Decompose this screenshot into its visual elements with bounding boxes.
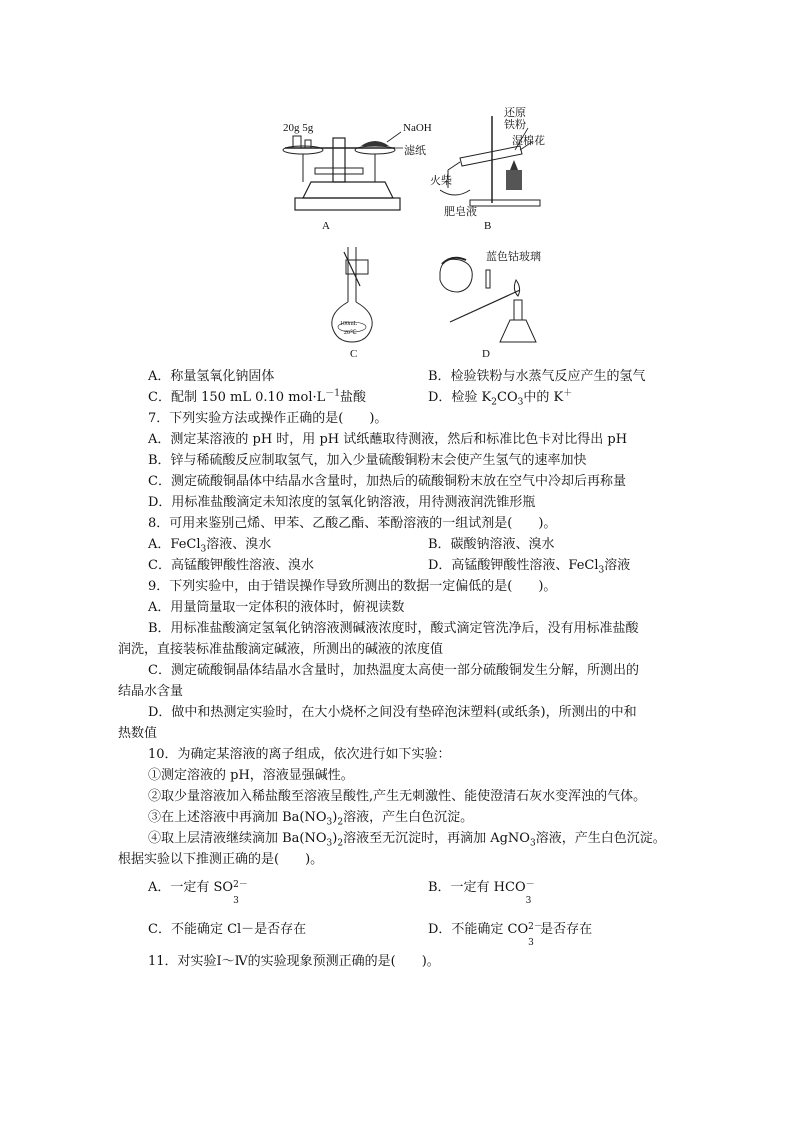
q9-option-b-line2: 润洗，直接装标准盐酸滴定碱液，所测出的碱液的浓度值 — [118, 642, 444, 657]
q8-option-c: C．高锰酸钾酸性溶液、溴水 — [148, 558, 314, 573]
q6-option-c: C．配制 150 mL 0.10 $mol\cdot L^{-1}$盐酸 — [148, 388, 367, 405]
figure-b-iron-1: 还原 — [504, 107, 526, 119]
figure-a-naoh: NaOH — [403, 122, 432, 134]
figure-d-cobalt-glass: 蓝色钴玻璃 — [486, 251, 541, 263]
q10-step-2: ②取少量溶液加入稀盐酸至溶液呈酸性,产生无刺激性、能使澄清石灰水变浑浊的气体。 — [148, 789, 647, 804]
q8-option-b: B．碳酸钠溶液、溴水 — [428, 537, 555, 552]
figure-a-filter-paper: 滤纸 — [404, 145, 426, 157]
q8-stem: 8．可用来鉴别己烯、甲苯、乙酸乙酯、苯酚溶液的一组试剂是( )。 — [148, 516, 557, 531]
q10-option-d: D．不能确定 CO 2－ 3 是否存在 — [428, 922, 593, 948]
figure-b-match: 火柴 — [430, 175, 452, 187]
figure-d-flame-test — [430, 252, 550, 347]
q10-step-4: ④取上层清液继续滴加 $Ba(NO_3)_2$溶液至无沉淀时，再滴加 AgNO$_3$溶液，产生白色沉淀。 — [148, 831, 666, 849]
q10-conclusion: 根据实验以下推测正确的是( )。 — [118, 852, 324, 867]
q7-stem: 7．下列实验方法或操作正确的是( )。 — [148, 411, 388, 426]
q9-option-d-line1: D．做中和热测定实验时，在大小烧杯之间没有垫碎泡沫塑料(或纸条)，所测出的中和 — [148, 705, 637, 720]
q10-step-3: ③在上述溶液中再滴加 $Ba(NO_3)_2$溶液，产生白色沉淀。 — [148, 810, 474, 828]
q10-stem: 10．为确定某溶液的离子组成，依次进行如下实验： — [148, 747, 451, 762]
q9-option-d-line2: 热数值 — [118, 726, 158, 741]
figure-b-iron-2: 铁粉 — [504, 119, 526, 131]
q10-option-b: B．一定有 HCO － 3 — [428, 880, 535, 906]
figure-c-label: C — [350, 348, 358, 360]
figure-b-apparatus — [440, 108, 550, 213]
figure-a-weights: 20g 5g — [283, 122, 314, 134]
q6-option-d: D．检验 $K_2CO_3$中的 K＋ — [428, 388, 573, 408]
q10-option-c: C．不能确定 Cl－是否存在 — [148, 922, 307, 937]
q7-option-c: C．测定硫酸铜晶体中结晶水含量时，加热后的硫酸铜粉末放在空气中冷却后再称量 — [148, 474, 626, 489]
figure-b-cotton: 湿棉花 — [512, 135, 545, 147]
figure-b-label: B — [484, 220, 492, 232]
q9-option-b-line1: B．用标准盐酸滴定氢氧化钠溶液测碱液浓度时，酸式滴定管洗净后，没有用标准盐酸 — [148, 621, 639, 636]
q9-option-c-line2: 结晶水含量 — [118, 684, 184, 699]
q7-option-b: B．锌与稀硫酸反应制取氢气，加入少量硫酸铜粉末会使产生氢气的速率加快 — [148, 453, 587, 468]
q6-option-b: B．检验铁粉与水蒸气反应产生的氢气 — [428, 369, 646, 384]
q10-option-a: A．一定有 SO 2－ 3 — [148, 880, 248, 906]
figure-b-soap: 肥皂液 — [444, 206, 477, 218]
q8-option-a: A．FeCl$_3$溶液、溴水 — [148, 537, 272, 555]
figure-c-flask-text-1: 100mL — [340, 321, 358, 327]
q9-option-c-line1: C．测定硫酸铜晶体结晶水含量时，加热温度太高使一部分硫酸铜发生分解，所测出的 — [148, 663, 639, 678]
figure-d-label: D — [482, 348, 490, 360]
q11-stem: 11．对实验Ⅰ～Ⅳ的实验现象预测正确的是( )。 — [148, 954, 440, 969]
q8-option-d: D．高锰酸钾酸性溶液、FeCl$_3$溶液 — [428, 558, 631, 576]
q9-stem: 9．下列实验中，由于错误操作导致所测出的数据一定偏低的是( )。 — [148, 579, 557, 594]
q6-option-a: A．称量氢氧化钠固体 — [148, 369, 275, 384]
q7-option-d: D．用标准盐酸滴定未知浓度的氢氧化钠溶液，用待测液润洗锥形瓶 — [148, 495, 536, 510]
figure-a-label: A — [322, 220, 330, 232]
q9-option-a: A．用量筒量取一定体积的液体时，俯视读数 — [148, 600, 405, 615]
q10-step-1: ①测定溶液的 pH，溶液显强碱性。 — [148, 768, 354, 783]
q7-option-a: A．测定某溶液的 pH 时，用 pH 试纸蘸取待测液，然后和标准比色卡对比得出 pH — [148, 432, 628, 447]
figure-c-flask-text-2: 20℃ — [344, 330, 357, 336]
